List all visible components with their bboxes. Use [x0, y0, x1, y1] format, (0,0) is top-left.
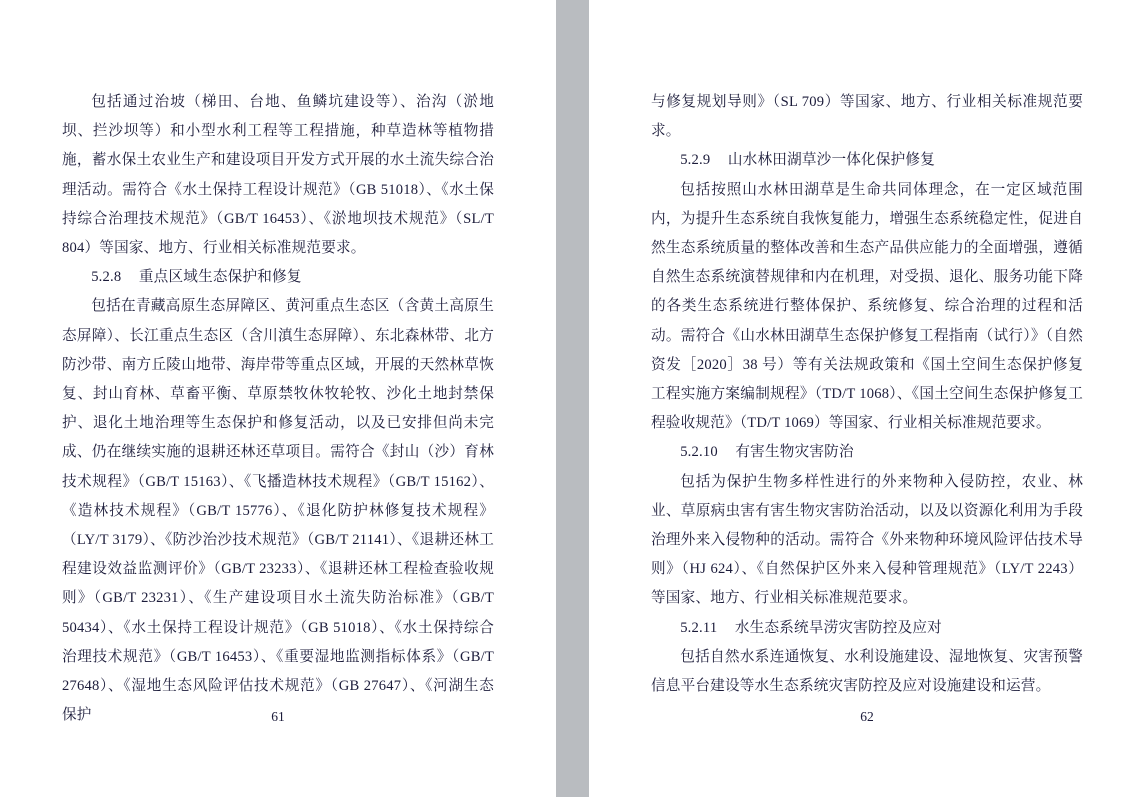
section-number: 5.2.8	[91, 269, 122, 286]
section-number: 5.2.11	[680, 619, 718, 636]
section-heading	[651, 438, 1083, 467]
page-content-left	[62, 88, 494, 730]
section-heading	[651, 146, 1083, 175]
document-page-left	[0, 0, 556, 797]
paragraph: 包括自然水系连通恢复、水利设施建设、湿地恢复、灾害预警信息平台建设等水生态系统灾害防控及应对设施建设和运营。	[651, 648, 1083, 695]
section-number: 5.2.10	[680, 444, 718, 461]
section-number: 5.2.9	[680, 152, 711, 169]
paragraph: 包括在青藏高原生态屏障区、黄河重点生态区（含黄土高原生态屏障）、长江重点生态区（含川滇生态屏障）、东北森林带、北方防沙带、南方丘陵山地带、海岸带等重点区域，开展的天然林草恢复、封山育林、草畜平衡、草原禁牧休牧轮牧、沙化土地封禁保护、退化土地治理等生态保护和修复活动，以及已安排但尚未完成、仍在继续实施的退耕还林还草项目。需符合《封山（沙）育林技术规程》（GB/T 15163）、《飞播造林技术规程》（GB/T 15162）、《造林技术规程》（GB/T 15776）、《退化防护林修复技术规程》（LY/T 3179）、《防沙治沙技术规范》（GB/T 21141）、《退耕还林工程建设效益监测评价》（GB/T 23233）、《退耕还林工程检查验收规则》（GB/T 23231）、《生产建设项目水土流失防治标准》（GB/T 50434）、《水土保持工程设计规范》（GB 51018）、《水土保持综合治理技术规范》（GB/T 16453）、《重要湿地监测指标体系》（GB/T 27648）、《湿地生态风险评估技术规范》（GB 27647）、《河湖生态保护	[62, 298, 494, 724]
section-title: 水生态系统旱涝灾害防控及应对	[734, 619, 942, 636]
page-number: 62	[860, 709, 874, 724]
page-content-right	[651, 88, 1083, 701]
section-title: 有害生物灾害防治	[735, 444, 854, 461]
paragraph: 包括通过治坡（梯田、台地、鱼鳞坑建设等）、治沟（淤地坝、拦沙坝等）和小型水利工程等工程措施，种草造林等植物措施，蓄水保土农业生产和建设项目开发方式开展的水土流失综合治理活动。需符合《水土保持工程设计规范》（GB 51018）、《水土保持综合治理技术规范》（GB/T 16453）、《淤地坝技术规范》（SL/T 804）等国家、地方、行业相关标准规范要求。	[62, 94, 494, 257]
section-heading	[651, 614, 1083, 643]
document-page-right	[589, 0, 1145, 797]
section-title: 山水林田湖草沙一体化保护修复	[727, 152, 936, 169]
section-heading	[62, 263, 494, 292]
paragraph-continued: 与修复规划导则》（SL 709）等国家、地方、行业相关标准规范要求。	[651, 94, 1083, 140]
section-title: 重点区域生态保护和修复	[138, 269, 302, 286]
paragraph: 包括为保护生物多样性进行的外来物种入侵防控，农业、林业、草原病虫害有害生物灾害防治活动，以及以资源化利用为手段治理外来入侵物种的活动。需符合《外来物种环境风险评估技术导则》（HJ 624）、《自然保护区外来入侵种管理规范》（LY/T 2243）等国家、地方、行业相关标准规范要求。	[651, 473, 1083, 607]
paragraph: 包括按照山水林田湖草是生命共同体理念，在一定区域范围内，为提升生态系统自我恢复能力，增强生态系统稳定性，促进自然生态系统质量的整体改善和生态产品供应能力的全面增强，遵循自然生态系统演替规律和内在机理，对受损、退化、服务功能下降的各类生态系统进行整体保护、系统修复、综合治理的过程和活动。需符合《山水林田湖草生态保护修复工程指南（试行）》（自然资发［2020］38 号）等有关法规政策和《国土空间生态保护修复工程实施方案编制规程》（TD/T 1068）、《国土空间生态保护修复工程验收规范》（TD/T 1069）等国家、行业相关标准规范要求。	[651, 181, 1083, 432]
page-number: 61	[271, 709, 285, 724]
